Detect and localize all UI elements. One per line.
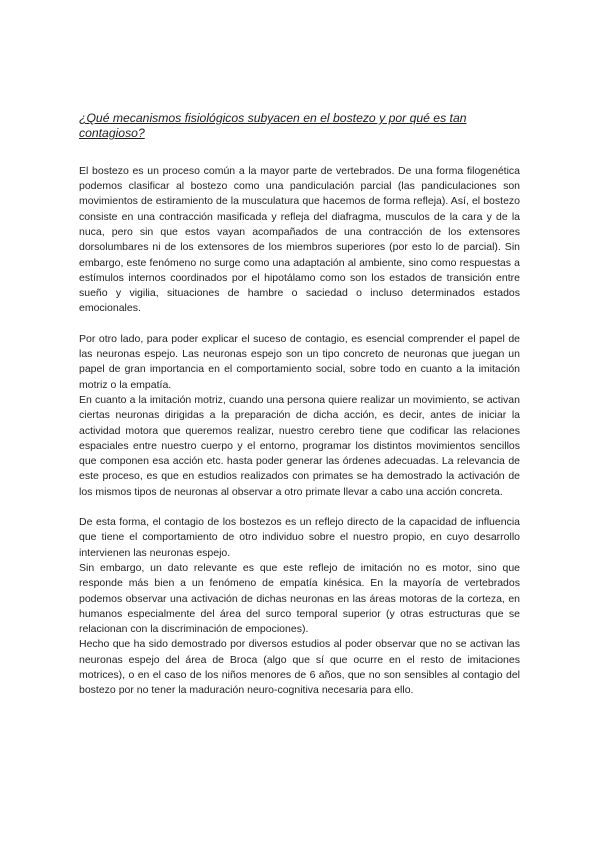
paragraph-gap — [79, 500, 520, 515]
paragraph-imitacion-motriz: En cuanto a la imitación motriz, cuando una persona quiere realizar un movimiento, se activan ciertas neuronas dirigidas a la preparación de dicha acción, es decir, antes de iniciar la actividad motora que queremos realizar, nuestro cerebro tiene que codificar las relaciones espaciales entre nuestro cuerpo y el entorno, programar los distintos movimientos sencillos que componen esa acción etc. hasta poder generar las órdenes adecuadas. La relevancia de este proceso, es que en estudios realizados con primates se ha demostrado la activación de los mismos tipos de neuronas al observar a otro primate llevar a cabo una acción concreta. — [79, 393, 520, 498]
paragraph-empatia-kinesica: Sin embargo, un dato relevante es que este reflejo de imitación no es motor, sino que responde más bien a un fenómeno de empatía kinésica. En la mayoría de vertebrados podemos observar una activación de dichas neuronas en las áreas motoras de la corteza, en humanos especialmente del área del surco temporal superior (y otras estructuras que se relacionan con la discriminación de empociones). — [79, 561, 520, 636]
paragraph-area-broca: Hecho que ha sido demostrado por diversos estudios al poder observar que no se activan las neuronas espejo del área de Broca (algo que sí que ocurre en el resto de imitaciones motrices), o en el caso de los niños menores de 6 años, que no son sensibles al contagio del bostezo por no tener la maduración neuro-cognitiva necesaria para ello. — [79, 638, 520, 697]
paragraph-gap — [79, 317, 520, 332]
document-body — [79, 111, 520, 699]
document-title: ¿Qué mecanismos fisiológicos subyacen en el bostezo y por qué es tan contagioso? — [79, 111, 467, 141]
paragraph-contagio: De esta forma, el contagio de los bostezos es un reflejo directo de la capacidad de influencia que tiene el comportamiento de otro individuo sobre el nuestro propio, en cuyo desarrollo intervienen las neuronas espejo. — [79, 516, 520, 559]
paragraph-neuronas-espejo: Por otro lado, para poder explicar el suceso de contagio, es esencial comprender el papel de las neuronas espejo. Las neuronas espejo son un tipo concreto de neuronas que juegan un papel de gran importancia en el comportamiento social, sobre todo en cuanto a la imitación motriz o la empatía. — [79, 332, 520, 391]
paragraph-bostezo-definicion: El bostezo es un proceso común a la mayor parte de vertebrados. De una forma filogenética podemos clasificar al bostezo como una pandiculación parcial (las pandiculaciones son movimientos de estiramiento de la musculatura que hacemos de forma refleja). Así, el bostezo consiste en una contracción masificada y refleja del diafragma, musculos de la cara y de la nuca, pero sin que estos vayan acompañados de una contracción de los extensores dorsolumbares ni de los extensores de los miembros superiores (por esto lo de parcial). Sin embargo, este fenómeno no surge como una adaptación al ambiente, sino como respuestas a estímulos internos coordinados por el hipotálamo como son los estados de transición entre sueño y vigilia, situaciones de hambre o saciedad o incluso determinados estados emocionales. — [79, 164, 520, 315]
